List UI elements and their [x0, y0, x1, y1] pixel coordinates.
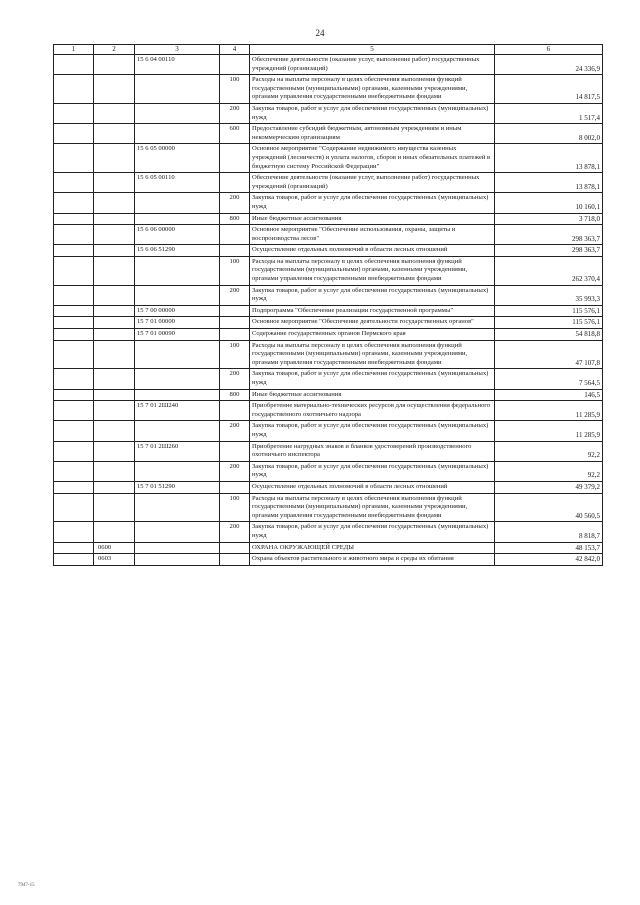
cell-amount: 1 517,4 [495, 103, 603, 123]
cell-amount: 7 564,5 [495, 369, 603, 389]
cell-code [135, 193, 220, 213]
cell-section [54, 305, 94, 317]
cell-type: 200 [220, 461, 250, 481]
cell-type: 200 [220, 193, 250, 213]
table-row [54, 522, 603, 542]
table-row [54, 340, 603, 369]
cell-name: Закупка товаров, работ и услуг для обеспечения государственных (муниципальных) нужд [250, 461, 495, 481]
budget-table [53, 44, 603, 566]
cell-code: 15 7 01 2Ш240 [135, 401, 220, 421]
cell-subsection [94, 481, 135, 493]
cell-amount: 10 160,1 [495, 193, 603, 213]
table-row [54, 542, 603, 554]
cell-code [135, 522, 220, 542]
table-row [54, 481, 603, 493]
cell-code [135, 461, 220, 481]
cell-name: Обеспечение деятельности (оказание услуг, выполнение работ) государственных учреждений (организаций) [250, 173, 495, 193]
cell-amount: 49 379,2 [495, 481, 603, 493]
table-row [54, 317, 603, 329]
cell-name: ОХРАНА ОКРУЖАЮЩЕЙ СРЕДЫ [250, 542, 495, 554]
cell-code [135, 369, 220, 389]
cell-code [135, 554, 220, 566]
cell-name: Осуществление отдельных полномочий в области лесных отношений [250, 245, 495, 257]
cell-section [54, 124, 94, 144]
cell-subsection: 0600 [94, 542, 135, 554]
page-number: 24 [315, 28, 325, 38]
cell-subsection [94, 144, 135, 173]
table-row [54, 173, 603, 193]
column-header: 4 [220, 45, 250, 55]
cell-subsection [94, 256, 135, 285]
cell-name: Расходы на выплаты персоналу в целях обеспечения выполнения функций государственными (муниципальными) органами, казенными учреждениями, органами управления государственными внебюджетными фондами [250, 493, 495, 522]
cell-name: Закупка товаров, работ и услуг для обеспечения государственных (муниципальных) нужд [250, 193, 495, 213]
table-row [54, 256, 603, 285]
table-row [54, 225, 603, 245]
cell-code: 15 6 05 00000 [135, 144, 220, 173]
table-body [54, 55, 603, 566]
cell-code: 15 6 04 00110 [135, 55, 220, 75]
cell-section [54, 55, 94, 75]
cell-name: Закупка товаров, работ и услуг для обеспечения государственных (муниципальных) нужд [250, 285, 495, 305]
cell-code: 15 7 01 51290 [135, 481, 220, 493]
cell-subsection [94, 124, 135, 144]
cell-section [54, 554, 94, 566]
table-row [54, 285, 603, 305]
cell-subsection [94, 329, 135, 341]
cell-code: 15 7 01 2Ш260 [135, 441, 220, 461]
cell-code [135, 213, 220, 225]
cell-section [54, 144, 94, 173]
cell-type: 100 [220, 493, 250, 522]
table-row [54, 305, 603, 317]
cell-amount: 48 153,7 [495, 542, 603, 554]
cell-name: Иные бюджетные ассигнования [250, 213, 495, 225]
column-header: 3 [135, 45, 220, 55]
cell-type [220, 401, 250, 421]
cell-code: 15 7 01 00000 [135, 317, 220, 329]
cell-type: 200 [220, 103, 250, 123]
column-header: 5 [250, 45, 495, 55]
cell-type: 800 [220, 213, 250, 225]
cell-name: Расходы на выплаты персоналу в целях обеспечения выполнения функций государственными (муниципальными) органами, казенными учреждениями, органами управления государственными внебюджетными фондами [250, 256, 495, 285]
cell-subsection [94, 369, 135, 389]
cell-subsection [94, 75, 135, 104]
cell-amount: 8 002,0 [495, 124, 603, 144]
cell-type [220, 225, 250, 245]
cell-type [220, 481, 250, 493]
cell-section [54, 441, 94, 461]
cell-amount: 262 370,4 [495, 256, 603, 285]
cell-section [54, 461, 94, 481]
cell-section [54, 173, 94, 193]
cell-subsection [94, 225, 135, 245]
cell-section [54, 401, 94, 421]
cell-amount: 14 817,5 [495, 75, 603, 104]
cell-section [54, 421, 94, 441]
cell-type [220, 305, 250, 317]
cell-type [220, 317, 250, 329]
cell-code [135, 421, 220, 441]
cell-section [54, 245, 94, 257]
cell-type: 200 [220, 285, 250, 305]
table-row [54, 245, 603, 257]
footer-code: 7947-15 [18, 883, 35, 888]
cell-subsection [94, 340, 135, 369]
cell-name: Предоставление субсидий бюджетным, автономным учреждениям и иным некоммерческим организациям [250, 124, 495, 144]
cell-section [54, 225, 94, 245]
cell-code [135, 75, 220, 104]
cell-type: 100 [220, 340, 250, 369]
cell-amount: 298 363,7 [495, 225, 603, 245]
cell-name: Основное мероприятие "Содержание недвижимого имущества казенных учреждений (лесничеств) и уплата налогов, сборов и иных обязательных платежей в бюджетную систему Российской Федерации" [250, 144, 495, 173]
cell-type: 200 [220, 421, 250, 441]
cell-subsection [94, 173, 135, 193]
cell-amount: 115 576,1 [495, 305, 603, 317]
cell-amount: 115 576,1 [495, 317, 603, 329]
cell-name: Осуществление отдельных полномочий в области лесных отношений [250, 481, 495, 493]
cell-name: Содержание государственных органов Пермского края [250, 329, 495, 341]
column-header: 1 [54, 45, 94, 55]
cell-code [135, 542, 220, 554]
cell-amount: 298 363,7 [495, 245, 603, 257]
cell-type: 200 [220, 522, 250, 542]
table-row [54, 461, 603, 481]
cell-name: Расходы на выплаты персоналу в целях обеспечения выполнения функций государственными (муниципальными) органами, казенными учреждениями, органами управления государственными внебюджетными фондами [250, 340, 495, 369]
cell-amount: 92,2 [495, 441, 603, 461]
cell-amount: 40 560,5 [495, 493, 603, 522]
cell-code: 15 6 06 00000 [135, 225, 220, 245]
cell-type: 100 [220, 75, 250, 104]
cell-subsection [94, 441, 135, 461]
cell-subsection [94, 401, 135, 421]
cell-section [54, 522, 94, 542]
cell-amount: 8 818,7 [495, 522, 603, 542]
cell-amount: 54 818,8 [495, 329, 603, 341]
cell-name: Закупка товаров, работ и услуг для обеспечения государственных (муниципальных) нужд [250, 103, 495, 123]
table-row [54, 401, 603, 421]
table-header-row [54, 45, 603, 55]
cell-subsection [94, 285, 135, 305]
cell-section [54, 256, 94, 285]
cell-amount: 42 842,0 [495, 554, 603, 566]
cell-section [54, 213, 94, 225]
cell-type [220, 542, 250, 554]
cell-section [54, 75, 94, 104]
cell-type [220, 441, 250, 461]
cell-section [54, 493, 94, 522]
table-row [54, 213, 603, 225]
cell-section [54, 481, 94, 493]
table-row [54, 124, 603, 144]
cell-amount: 146,5 [495, 389, 603, 401]
cell-section [54, 103, 94, 123]
cell-type: 800 [220, 389, 250, 401]
cell-name: Расходы на выплаты персоналу в целях обеспечения выполнения функций государственными (муниципальными) органами, казенными учреждениями, органами управления государственными внебюджетными фондами [250, 75, 495, 104]
cell-name: Охрана объектов растительного и животного мира и среды их обитания [250, 554, 495, 566]
table-row [54, 55, 603, 75]
cell-amount: 47 107,8 [495, 340, 603, 369]
table-row [54, 441, 603, 461]
cell-code [135, 103, 220, 123]
cell-name: Иные бюджетные ассигнования [250, 389, 495, 401]
cell-name: Приобретение нагрудных знаков и бланков удостоверений производственного охотничьего инспектора [250, 441, 495, 461]
cell-name: Закупка товаров, работ и услуг для обеспечения государственных (муниципальных) нужд [250, 421, 495, 441]
cell-name: Подпрограмма "Обеспечение реализации государственной программы" [250, 305, 495, 317]
cell-name: Закупка товаров, работ и услуг для обеспечения государственных (муниципальных) нужд [250, 369, 495, 389]
table-row [54, 103, 603, 123]
cell-name: Обеспечение деятельности (оказание услуг, выполнение работ) государственных учреждений (организаций) [250, 55, 495, 75]
cell-subsection [94, 522, 135, 542]
cell-amount: 13 878,1 [495, 144, 603, 173]
cell-subsection [94, 317, 135, 329]
cell-type [220, 173, 250, 193]
cell-section [54, 317, 94, 329]
cell-code: 15 7 01 00090 [135, 329, 220, 341]
cell-code [135, 256, 220, 285]
cell-section [54, 285, 94, 305]
cell-name: Приобретение материально-технических ресурсов для осуществления федерального государственного охотничьего надзора [250, 401, 495, 421]
cell-type: 200 [220, 369, 250, 389]
table-row [54, 193, 603, 213]
cell-subsection [94, 493, 135, 522]
cell-subsection [94, 193, 135, 213]
cell-amount: 11 285,9 [495, 421, 603, 441]
cell-type: 100 [220, 256, 250, 285]
cell-subsection [94, 389, 135, 401]
cell-code [135, 493, 220, 522]
cell-name: Основное мероприятие "Обеспечение деятельности государственных органов" [250, 317, 495, 329]
cell-section [54, 389, 94, 401]
cell-subsection [94, 461, 135, 481]
cell-amount: 11 285,9 [495, 401, 603, 421]
column-header: 2 [94, 45, 135, 55]
cell-amount: 24 336,9 [495, 55, 603, 75]
cell-subsection [94, 421, 135, 441]
cell-subsection [94, 305, 135, 317]
cell-subsection: 0603 [94, 554, 135, 566]
cell-subsection [94, 213, 135, 225]
table-row [54, 389, 603, 401]
table-row [54, 75, 603, 104]
table-row [54, 554, 603, 566]
cell-type [220, 329, 250, 341]
cell-name: Основное мероприятие "Обеспечение использования, охраны, защиты и воспроизводства лесов" [250, 225, 495, 245]
cell-section [54, 193, 94, 213]
cell-section [54, 329, 94, 341]
cell-name: Закупка товаров, работ и услуг для обеспечения государственных (муниципальных) нужд [250, 522, 495, 542]
cell-code: 15 6 05 00110 [135, 173, 220, 193]
cell-type: 600 [220, 124, 250, 144]
cell-section [54, 340, 94, 369]
cell-amount: 35 993,3 [495, 285, 603, 305]
cell-section [54, 542, 94, 554]
table-row [54, 329, 603, 341]
table-row [54, 493, 603, 522]
table-row [54, 421, 603, 441]
cell-subsection [94, 103, 135, 123]
cell-code: 15 6 06 51290 [135, 245, 220, 257]
cell-type [220, 554, 250, 566]
cell-subsection [94, 245, 135, 257]
table-row [54, 369, 603, 389]
cell-code [135, 124, 220, 144]
cell-type [220, 144, 250, 173]
cell-code: 15 7 00 00000 [135, 305, 220, 317]
cell-type [220, 55, 250, 75]
cell-amount: 13 878,1 [495, 173, 603, 193]
cell-subsection [94, 55, 135, 75]
cell-amount: 92,2 [495, 461, 603, 481]
cell-code [135, 389, 220, 401]
cell-section [54, 369, 94, 389]
cell-code [135, 340, 220, 369]
column-header: 6 [495, 45, 603, 55]
cell-code [135, 285, 220, 305]
cell-amount: 3 718,0 [495, 213, 603, 225]
cell-type [220, 245, 250, 257]
table-row [54, 144, 603, 173]
